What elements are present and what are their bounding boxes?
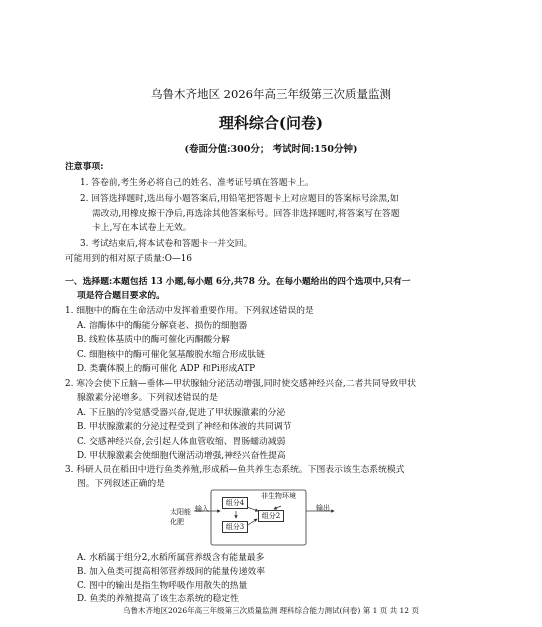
q3-stem: 3. 科研人员在稻田中进行鱼类养殖,形成稻—鱼共养生态系统。下图表示该生态系统模式	[65, 465, 405, 475]
section-heading: 一、选择题:本题包括 13 小题,每小题 6分,共78 分。在每小题给出的四个选项中,只有一	[65, 277, 411, 287]
q2-option-b: B. 甲状腺激素的分泌过程受到了神经和体液的共同调节	[77, 422, 292, 432]
notes-heading: 注意事项:	[65, 162, 104, 172]
q3-option-b: B. 加入鱼类可提高相邻营养级间的能量传递效率	[77, 567, 265, 577]
q1-option-b: B. 线粒体基质中的酶可催化丙酮酸分解	[77, 335, 230, 345]
q1-option-d: D. 类囊体膜上的酶可催化 ADP 和Pi形成ATP	[77, 364, 255, 374]
diagram-group2: 组分2	[258, 510, 284, 522]
notes-item-2-cont: 需改动,用橡皮擦干净后,再选涂其他答案标号。回答非选择题时,将答案写在答题	[92, 209, 400, 219]
q2-option-c: C. 交感神经兴奋,会引起人体血管收缩、胃肠蠕动减弱	[77, 437, 286, 447]
exam-header: 乌鲁木齐地区 2026年高三年级第三次质量监测	[151, 87, 391, 101]
q3-option-a: A. 水稻属于组分2,水稻所属营养级含有能量最多	[77, 553, 265, 563]
ecosystem-diagram	[164, 489, 330, 547]
section-heading-cont: 项是符合题目要求的。	[77, 291, 165, 301]
diagram-group4: 组分4	[222, 497, 248, 509]
q3-stem-cont: 图。下列叙述正确的是	[77, 479, 165, 489]
diagram-output: 输出	[316, 504, 330, 512]
q2-stem: 2. 寒冷会使下丘脑—垂体—甲状腺轴分泌活动增强,同时使交感神经兴奋,二者共同导致甲状	[65, 379, 417, 389]
notes-item-2: 2. 回答选择题时,选出每小题答案后,用铅笔把答题卡上对应题目的答案标号涂黑,如	[80, 194, 399, 204]
notes-item-3: 3. 考试结束后,将本试卷和答题卡一并交回。	[80, 239, 253, 249]
q2-stem-cont: 腺激素分泌增多。下列叙述错误的是	[77, 393, 218, 403]
diagram-environment: 非生物环境	[261, 492, 296, 500]
diagram-input: 输入	[195, 505, 209, 513]
q2-option-a: A. 下丘脑的冷觉感受器兴奋,促进了甲状腺激素的分泌	[77, 408, 286, 418]
q3-option-c: C. 图中的输出是指生物呼吸作用散失的热量	[77, 581, 248, 591]
exam-title: 理科综合(问卷)	[218, 114, 324, 132]
q1-option-c: C. 细胞核中的酶可催化氢基酸脱水缩合形成肽链	[77, 350, 265, 360]
diagram-group3: 组分3	[222, 521, 248, 533]
q2-option-d: D. 甲状腺激素会使细胞代谢活动增强,神经兴奋性提高	[77, 451, 286, 461]
exam-meta: (卷面分值:300分； 考试时间:150分钟)	[184, 144, 358, 155]
q1-option-a: A. 溶酶体中的酶能分解衰老、损伤的细胞器	[77, 321, 248, 331]
page-footer: 乌鲁木齐地区2026年高三年级第三次质量监测 理科综合能力测试(问卷) 第 1 页 共 12 页	[123, 606, 419, 615]
notes-item-2-cont2: 卡上,写在本试卷上无效。	[92, 223, 192, 233]
q3-option-d: D. 鱼类的养殖提高了该生态系统的稳定性	[77, 594, 239, 604]
diagram-solar: 太阳能	[170, 508, 191, 516]
diagram-fertilizer: 化肥	[170, 518, 184, 526]
q1-stem: 1. 细胞中的酶在生命活动中发挥着重要作用。下列叙述错误的是	[65, 306, 314, 316]
atomic-mass: 可能用到的相对原子质量:O—16	[65, 254, 192, 264]
notes-item-1: 1. 答卷前,考生务必将自己的姓名、准考证号填在答题卡上。	[80, 178, 314, 188]
